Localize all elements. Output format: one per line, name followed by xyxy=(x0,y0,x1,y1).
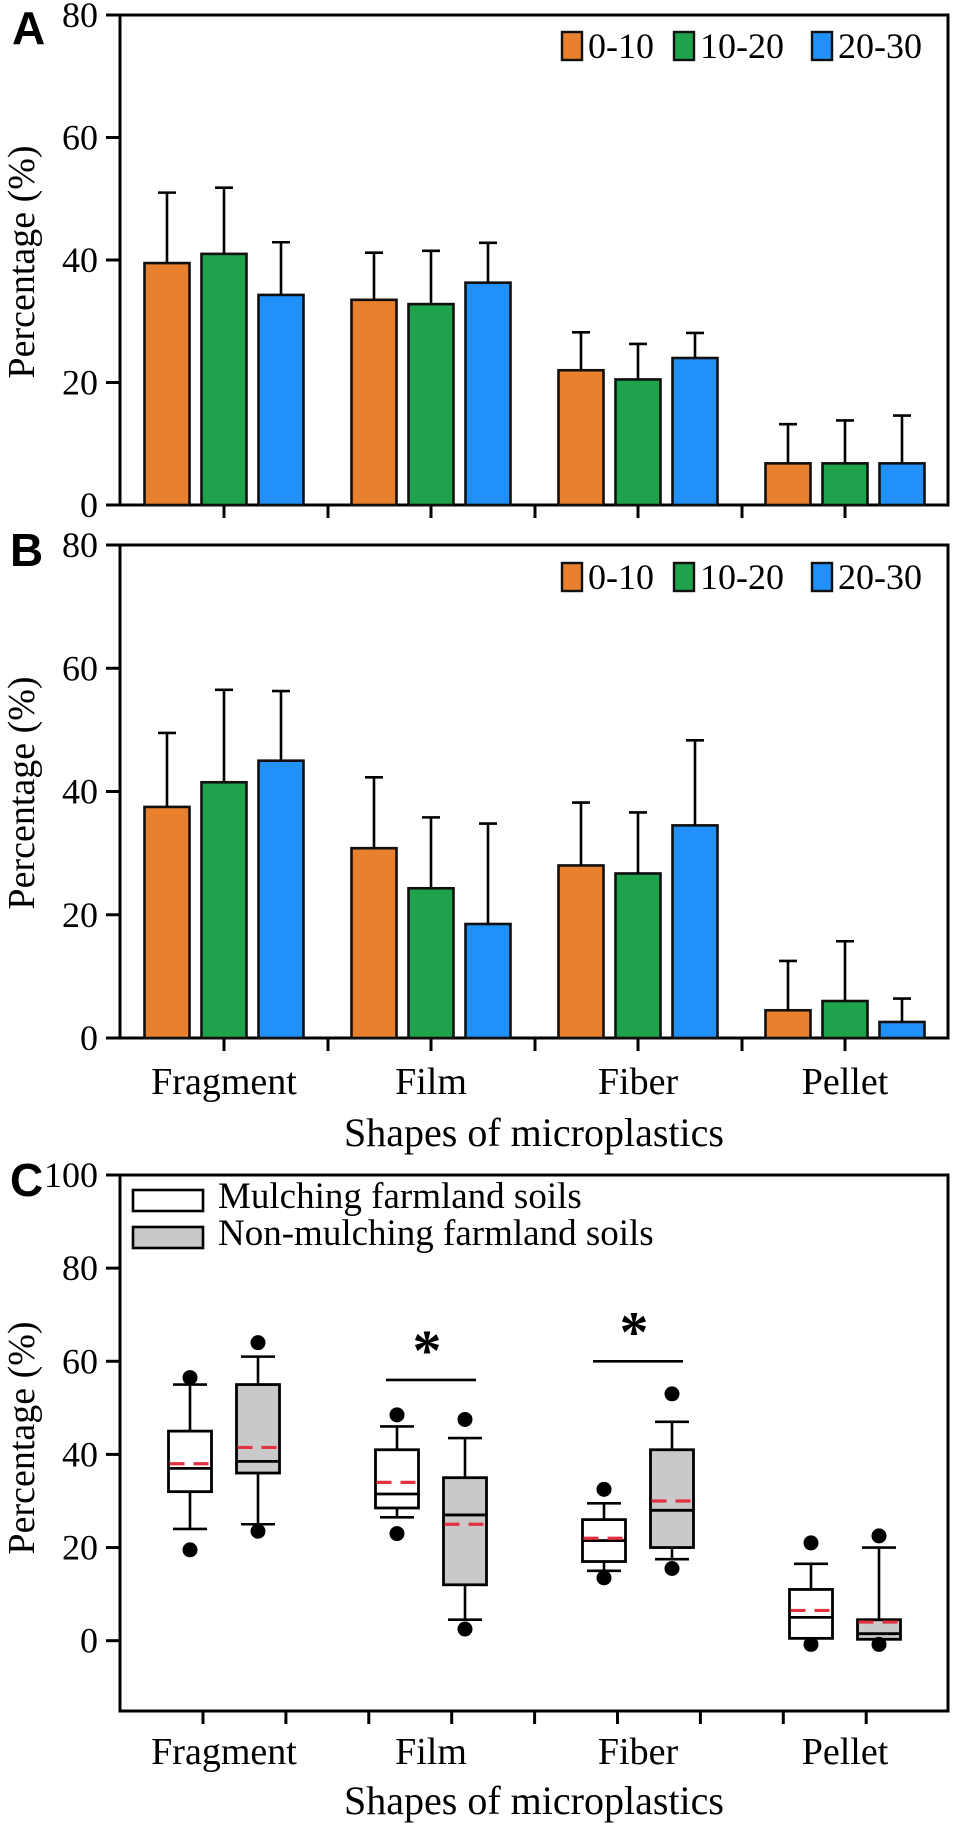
bar-pellet-0-10 xyxy=(766,1010,811,1038)
y-tick-label: 100 xyxy=(44,1155,98,1195)
y-tick-label: 80 xyxy=(62,1248,98,1289)
significance-star-film: * xyxy=(412,1317,442,1383)
y-tick-label: 20 xyxy=(62,1527,98,1568)
y-tick-label: 60 xyxy=(62,648,98,689)
outlier-dot xyxy=(872,1637,887,1652)
outlier-dot xyxy=(665,1561,680,1576)
outlier-dot xyxy=(665,1386,680,1401)
outlier-dot xyxy=(597,1570,612,1585)
outlier-dot xyxy=(251,1524,266,1539)
x-axis-title: Shapes of microplastics xyxy=(344,1778,724,1823)
y-tick-label: 40 xyxy=(62,771,98,812)
bar-film-10-20 xyxy=(409,304,454,505)
bar-fiber-0-10 xyxy=(559,370,604,505)
panel-letter-a: A xyxy=(12,2,46,54)
bar-fragment-10-20 xyxy=(202,254,247,505)
legend-swatch-0-10 xyxy=(562,32,582,60)
category-label-pellet: Pellet xyxy=(801,1731,889,1773)
category-label-film: Film xyxy=(395,1731,467,1773)
panel-letter-b: B xyxy=(10,524,44,576)
legend-label-10-20: 10-20 xyxy=(700,557,784,597)
significance-star-fiber: * xyxy=(619,1299,649,1365)
y-tick-label: 60 xyxy=(62,117,98,158)
legend-label-20-30: 20-30 xyxy=(838,557,922,597)
bar-film-10-20 xyxy=(409,888,454,1038)
bar-fragment-20-30 xyxy=(259,295,304,505)
y-axis-title: Percentage (%) xyxy=(1,1321,43,1555)
panel-letter-c: C xyxy=(10,1154,44,1206)
bar-pellet-10-20 xyxy=(823,1001,868,1038)
bar-fragment-10-20 xyxy=(202,782,247,1038)
legend-label-non-mulching: Non-mulching farmland soils xyxy=(218,1213,654,1254)
legend-swatch-mulching xyxy=(133,1190,203,1211)
legend-swatch-10-20 xyxy=(674,32,694,60)
legend-label-10-20: 10-20 xyxy=(700,26,784,66)
outlier-dot xyxy=(804,1535,819,1550)
y-tick-label: 80 xyxy=(62,525,98,565)
bar-film-0-10 xyxy=(352,300,397,505)
legend-swatch-10-20 xyxy=(674,563,694,591)
outlier-dot xyxy=(804,1637,819,1652)
box-film-non-mulching xyxy=(444,1478,487,1585)
category-label-fragment: Fragment xyxy=(151,1731,297,1773)
bar-pellet-0-10 xyxy=(766,463,811,505)
bar-fiber-20-30 xyxy=(673,358,718,505)
category-label-fiber: Fiber xyxy=(597,1731,679,1773)
y-tick-label: 40 xyxy=(62,1434,98,1475)
outlier-dot xyxy=(183,1370,198,1385)
bar-fragment-0-10 xyxy=(145,263,190,505)
bar-film-0-10 xyxy=(352,848,397,1038)
bar-pellet-20-30 xyxy=(880,1022,925,1038)
category-label-film: Film xyxy=(395,1061,467,1103)
y-tick-label: 0 xyxy=(80,1620,98,1661)
x-axis-title: Shapes of microplastics xyxy=(344,1110,724,1155)
y-tick-label: 80 xyxy=(62,0,98,35)
bar-fragment-0-10 xyxy=(145,807,190,1038)
legend-label-mulching: Mulching farmland soils xyxy=(218,1176,582,1217)
bar-fiber-10-20 xyxy=(616,873,661,1038)
y-tick-label: 20 xyxy=(62,894,98,935)
outlier-dot xyxy=(183,1542,198,1557)
legend-swatch-20-30 xyxy=(812,563,832,591)
y-axis-title: Percentage (%) xyxy=(1,145,43,379)
bar-fiber-20-30 xyxy=(673,825,718,1038)
box-fiber-non-mulching xyxy=(651,1450,694,1548)
y-tick-label: 0 xyxy=(80,1018,98,1058)
category-label-fiber: Fiber xyxy=(597,1061,679,1103)
category-label-pellet: Pellet xyxy=(801,1061,889,1103)
outlier-dot xyxy=(251,1335,266,1350)
bar-pellet-10-20 xyxy=(823,463,868,505)
y-tick-label: 40 xyxy=(62,240,98,280)
category-label-fragment: Fragment xyxy=(151,1061,297,1103)
outlier-dot xyxy=(597,1482,612,1497)
bar-film-20-30 xyxy=(466,924,511,1038)
outlier-dot xyxy=(390,1407,405,1422)
y-axis-title: Percentage (%) xyxy=(1,676,43,910)
box-fragment-mulching xyxy=(169,1431,212,1492)
y-tick-label: 0 xyxy=(80,485,98,525)
bar-fragment-20-30 xyxy=(259,761,304,1038)
outlier-dot xyxy=(872,1528,887,1543)
outlier-dot xyxy=(458,1622,473,1637)
outlier-dot xyxy=(458,1412,473,1427)
outlier-dot xyxy=(390,1526,405,1541)
legend-swatch-non-mulching xyxy=(133,1227,203,1248)
legend-label-0-10: 0-10 xyxy=(588,26,654,66)
legend-label-0-10: 0-10 xyxy=(588,557,654,597)
bar-fiber-10-20 xyxy=(616,379,661,505)
legend-label-20-30: 20-30 xyxy=(838,26,922,66)
legend-swatch-20-30 xyxy=(812,32,832,60)
box-pellet-mulching xyxy=(790,1589,833,1638)
legend-swatch-0-10 xyxy=(562,563,582,591)
box-film-mulching xyxy=(376,1450,419,1508)
y-tick-label: 20 xyxy=(62,362,98,403)
y-tick-label: 60 xyxy=(62,1341,98,1382)
bar-pellet-20-30 xyxy=(880,463,925,505)
bar-fiber-0-10 xyxy=(559,865,604,1038)
box-fragment-non-mulching xyxy=(237,1385,280,1473)
bar-film-20-30 xyxy=(466,283,511,505)
